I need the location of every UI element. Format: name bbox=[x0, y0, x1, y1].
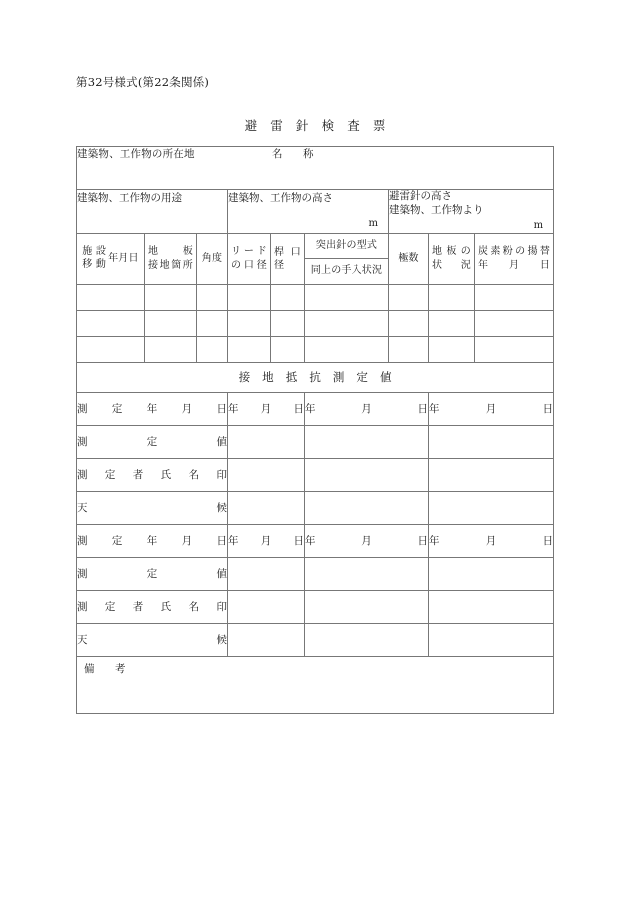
measure-row-date bbox=[77, 392, 554, 425]
cell-rod[interactable] bbox=[271, 310, 305, 336]
inspector-seal-2[interactable] bbox=[305, 590, 429, 623]
rod-label-line2: 径 bbox=[274, 260, 285, 272]
address-row bbox=[77, 147, 554, 190]
measure-date-value-2[interactable] bbox=[305, 392, 429, 425]
rod-height-cell bbox=[389, 190, 554, 234]
measure-date-value-3[interactable] bbox=[429, 524, 554, 557]
building-height-label: 建築物、工作物の高さ bbox=[228, 192, 333, 204]
col-header-carbon-replacement-date bbox=[475, 233, 554, 284]
remarks-cell[interactable] bbox=[77, 656, 554, 713]
cell-plate[interactable] bbox=[145, 310, 197, 336]
cell-plate-condition[interactable] bbox=[429, 284, 475, 310]
label-measure-date bbox=[77, 524, 228, 557]
lead-label-line2: の口径 bbox=[231, 259, 267, 271]
measure-row-inspector bbox=[77, 590, 554, 623]
building-height-unit: m bbox=[368, 217, 378, 229]
measure-value-3[interactable] bbox=[429, 557, 554, 590]
col-header-tip-type-and-maintenance bbox=[305, 233, 389, 284]
measure-value-1[interactable] bbox=[228, 425, 305, 458]
poles-label: 極数 bbox=[398, 253, 419, 265]
usage-height-row bbox=[77, 190, 554, 234]
cell-rod[interactable] bbox=[271, 336, 305, 362]
tip-type-label: 突出針の型式 bbox=[305, 234, 388, 259]
measure-value-2[interactable] bbox=[305, 557, 429, 590]
col-header-angle bbox=[197, 233, 228, 284]
tip-maintenance-label: 同上の手入状況 bbox=[310, 265, 383, 277]
col-header-facility-move-date bbox=[77, 233, 145, 284]
form-code: 第32号様式(第22条関係) bbox=[76, 75, 210, 89]
ymd-text: 年 月 日 bbox=[429, 402, 554, 415]
measure-date-value-1[interactable] bbox=[228, 392, 305, 425]
location-label: 建築物、工作物の所在地 bbox=[77, 148, 195, 160]
measure-row-date bbox=[77, 524, 554, 557]
cell-tip[interactable] bbox=[305, 336, 389, 362]
inspector-seal-3[interactable] bbox=[429, 458, 554, 491]
label-inspector-seal bbox=[77, 590, 228, 623]
cell-facility-date[interactable] bbox=[77, 310, 145, 336]
cell-angle[interactable] bbox=[197, 284, 228, 310]
cell-plate[interactable] bbox=[145, 284, 197, 310]
label-measure-value bbox=[77, 425, 228, 458]
table-row[interactable] bbox=[77, 284, 554, 310]
weather-2[interactable] bbox=[305, 491, 429, 524]
label-text: 測定値 bbox=[77, 567, 227, 580]
lead-label-line1: リード bbox=[231, 246, 267, 258]
cell-rod[interactable] bbox=[271, 284, 305, 310]
facility-label-line2: 移 動 bbox=[82, 258, 107, 270]
inspector-seal-1[interactable] bbox=[228, 458, 305, 491]
plate-label-line1: 地 板 bbox=[148, 246, 193, 258]
measure-date-value-1[interactable] bbox=[228, 524, 305, 557]
rod-height-sub-label: 建築物、工作物より bbox=[389, 203, 484, 216]
column-header-row bbox=[77, 233, 554, 284]
col-header-poles bbox=[389, 233, 429, 284]
building-height-cell bbox=[228, 190, 389, 234]
label-text: 天候 bbox=[77, 501, 227, 514]
cell-plate-condition[interactable] bbox=[429, 336, 475, 362]
ymd-text: 年 月 日 bbox=[228, 534, 304, 547]
label-text: 測定者氏名印 bbox=[77, 600, 227, 613]
label-text: 測定年月日 bbox=[77, 534, 227, 547]
inspector-seal-1[interactable] bbox=[228, 590, 305, 623]
col-header-rod-diameter bbox=[271, 233, 305, 284]
cell-poles[interactable] bbox=[389, 336, 429, 362]
measure-row-value bbox=[77, 425, 554, 458]
plate-label-line2: 接地箇所 bbox=[148, 259, 193, 271]
measure-row-weather bbox=[77, 623, 554, 656]
table-row[interactable] bbox=[77, 336, 554, 362]
name-label: 名 称 bbox=[272, 148, 319, 160]
carbon-label-line2: 年 月 日 bbox=[478, 259, 551, 271]
col-header-plate-condition bbox=[429, 233, 475, 284]
measure-date-value-2[interactable] bbox=[305, 524, 429, 557]
measure-value-3[interactable] bbox=[429, 425, 554, 458]
label-text: 測定年月日 bbox=[77, 402, 227, 415]
measure-value-1[interactable] bbox=[228, 557, 305, 590]
cell-carbon-date[interactable] bbox=[475, 310, 554, 336]
inspector-seal-2[interactable] bbox=[305, 458, 429, 491]
label-text: 天候 bbox=[77, 633, 227, 646]
col-header-lead-diameter bbox=[228, 233, 271, 284]
usage-label: 建築物、工作物の用途 bbox=[77, 192, 182, 204]
ymd-text: 年 月 日 bbox=[228, 402, 304, 415]
label-measure-date bbox=[77, 392, 228, 425]
label-text: 測定者氏名印 bbox=[77, 468, 227, 481]
measure-row-weather bbox=[77, 491, 554, 524]
weather-3[interactable] bbox=[429, 623, 554, 656]
rod-label-line1: 桿 口 bbox=[274, 246, 301, 258]
table-row[interactable] bbox=[77, 310, 554, 336]
cell-lead[interactable] bbox=[228, 310, 271, 336]
cell-tip[interactable] bbox=[305, 284, 389, 310]
weather-1[interactable] bbox=[228, 491, 305, 524]
usage-cell bbox=[77, 190, 228, 234]
ymd-text: 年 月 日 bbox=[305, 402, 428, 415]
cell-lead[interactable] bbox=[228, 336, 271, 362]
remarks-label: 備 考 bbox=[84, 662, 131, 675]
rod-height-unit: m bbox=[533, 220, 544, 232]
cell-plate-condition[interactable] bbox=[429, 310, 475, 336]
resistance-section-title-row bbox=[77, 362, 554, 392]
label-text: 測定値 bbox=[77, 435, 227, 448]
cell-poles[interactable] bbox=[389, 284, 429, 310]
measure-date-value-3[interactable] bbox=[429, 392, 554, 425]
ymd-text: 年 月 日 bbox=[429, 534, 554, 547]
measure-row-value bbox=[77, 557, 554, 590]
label-measure-value bbox=[77, 557, 228, 590]
carbon-label-line1: 炭素粉の揚替 bbox=[478, 246, 551, 258]
weather-3[interactable] bbox=[429, 491, 554, 524]
plate-cond-label-line2: 状 況 bbox=[432, 259, 471, 271]
cell-tip[interactable] bbox=[305, 310, 389, 336]
remarks-row bbox=[77, 656, 554, 713]
page-title: 避 雷 針 検 査 票 bbox=[244, 118, 391, 133]
cell-facility-date[interactable] bbox=[77, 336, 145, 362]
label-weather bbox=[77, 623, 228, 656]
cell-plate[interactable] bbox=[145, 336, 197, 362]
label-weather bbox=[77, 491, 228, 524]
rod-height-label: 避雷針の高さ bbox=[389, 190, 452, 202]
cell-carbon-date[interactable] bbox=[475, 336, 554, 362]
address-cell bbox=[77, 147, 554, 190]
inspector-seal-3[interactable] bbox=[429, 590, 554, 623]
facility-label-line1: 施 設 bbox=[82, 246, 107, 258]
measure-value-2[interactable] bbox=[305, 425, 429, 458]
label-inspector-seal bbox=[77, 458, 228, 491]
resistance-section-title: 接 地 抵 抗 測 定 値 bbox=[77, 362, 554, 392]
facility-date-label: 年月日 bbox=[108, 253, 139, 265]
cell-angle[interactable] bbox=[197, 310, 228, 336]
weather-2[interactable] bbox=[305, 623, 429, 656]
measure-row-inspector bbox=[77, 458, 554, 491]
cell-carbon-date[interactable] bbox=[475, 284, 554, 310]
cell-facility-date[interactable] bbox=[77, 284, 145, 310]
ymd-text: 年 月 日 bbox=[305, 534, 428, 547]
col-header-ground-plate bbox=[145, 233, 197, 284]
cell-lead[interactable] bbox=[228, 284, 271, 310]
plate-cond-label-line1: 地板の bbox=[432, 246, 471, 258]
weather-1[interactable] bbox=[228, 623, 305, 656]
angle-label: 角度 bbox=[201, 253, 223, 265]
cell-poles[interactable] bbox=[389, 310, 429, 336]
inspection-form-table bbox=[76, 146, 554, 714]
cell-angle[interactable] bbox=[197, 336, 228, 362]
